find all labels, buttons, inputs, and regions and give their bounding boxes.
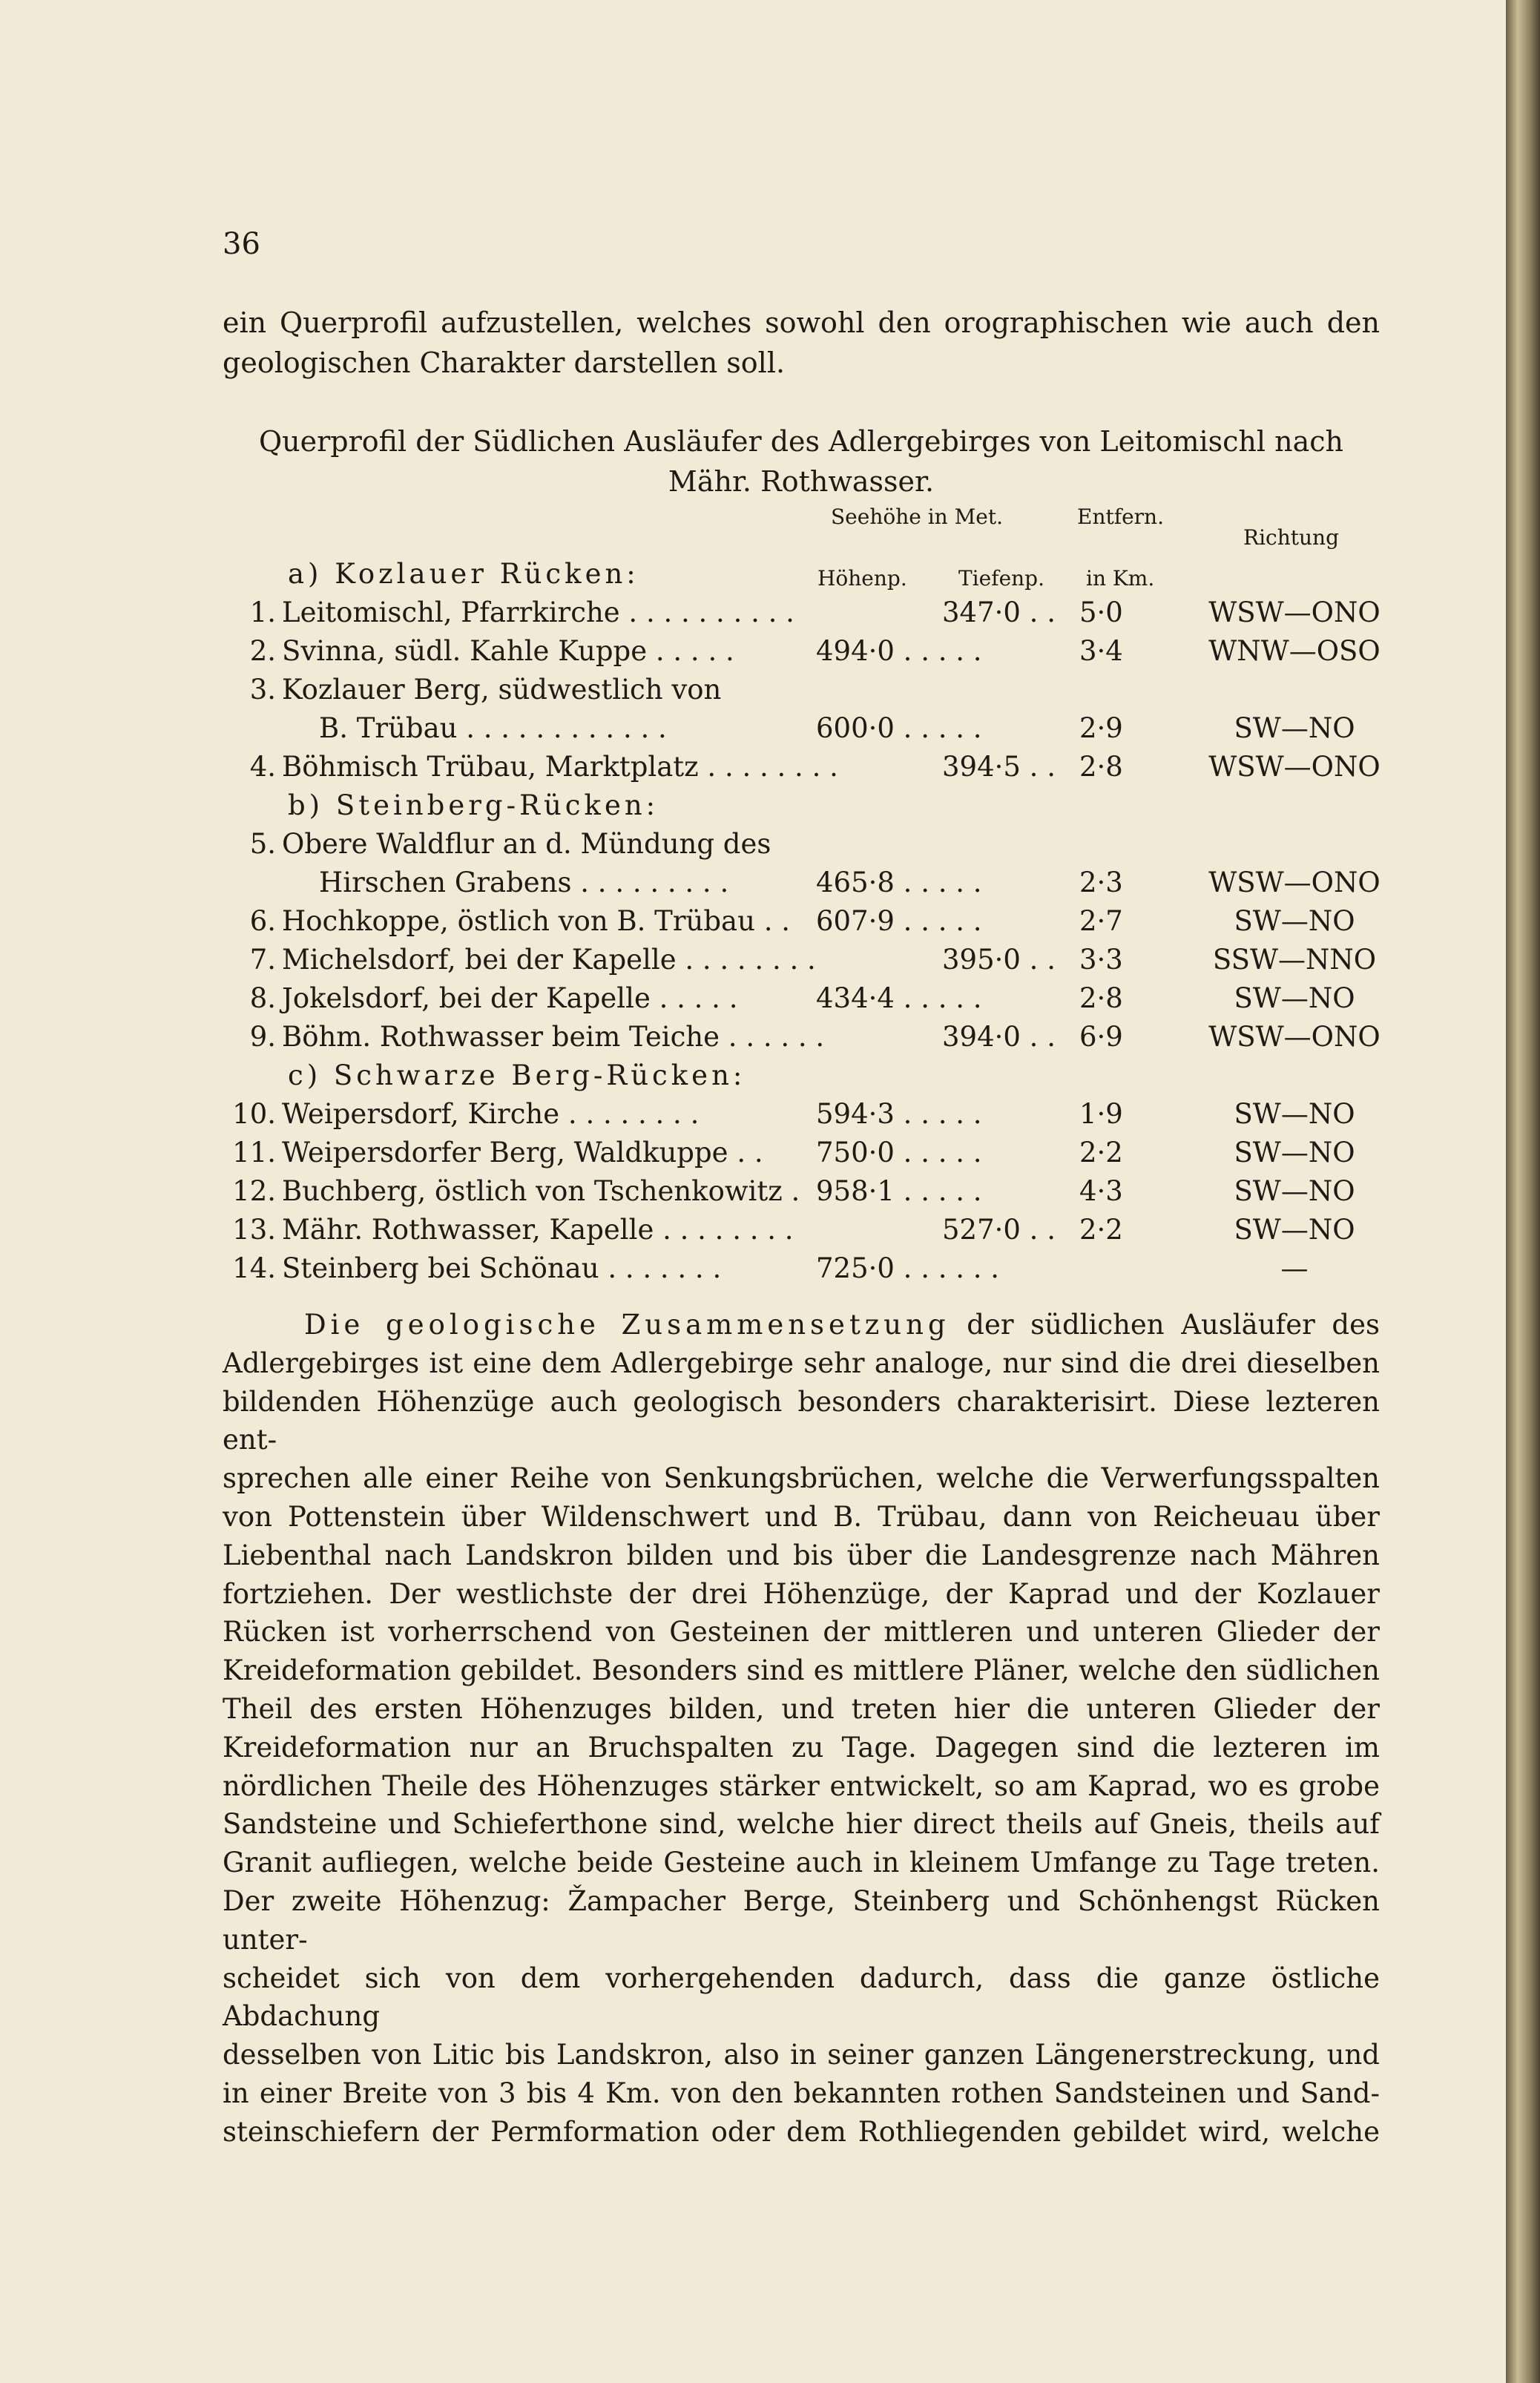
- table-row: [223, 1021, 1380, 1059]
- row-richtung: SW—NO: [1234, 1137, 1355, 1169]
- row-entfernung: 3·4: [1079, 635, 1123, 667]
- paragraph-line: Der zweite Höhenzug: Žampacher Berge, Steinberg und Schönhengst Rücken unter-: [223, 1884, 1380, 1956]
- row-hoehenpunkt: 750·0 . . . . .: [816, 1137, 982, 1169]
- column-header-seehoehe: Seehöhe in Met.: [831, 504, 1003, 529]
- row-location: Weipersdorfer Berg, Waldkuppe . .: [282, 1137, 763, 1169]
- row-richtung: SW—NO: [1234, 1098, 1355, 1130]
- table-row: [223, 751, 1380, 789]
- table-row: [223, 1137, 1380, 1175]
- row-number: 14.: [232, 1252, 276, 1284]
- row-entfernung: 2·8: [1079, 982, 1123, 1014]
- row-number: 10.: [232, 1098, 276, 1130]
- row-location: Kozlauer Berg, südwestlich von: [282, 674, 722, 706]
- row-entfernung: 4·3: [1079, 1175, 1123, 1207]
- row-location: Böhm. Rothwasser beim Teiche . . . . . .: [282, 1021, 825, 1053]
- table-row: [223, 944, 1380, 982]
- table-row: [223, 712, 1380, 751]
- table-row: [223, 596, 1380, 635]
- table-title-line: Querprofil der Südlichen Ausläufer des Adlergebirges von Leitomischl nach: [258, 425, 1344, 458]
- row-entfernung: 6·9: [1079, 1021, 1123, 1053]
- row-richtung: WSW—ONO: [1208, 751, 1381, 783]
- row-hoehenpunkt: 958·1 . . . . .: [816, 1175, 982, 1207]
- row-richtung: WSW—ONO: [1208, 596, 1381, 628]
- section-heading-b: b) Steinberg-Rücken:: [288, 789, 659, 821]
- row-number: 1.: [249, 596, 276, 628]
- body-paragraph: [223, 1306, 1380, 2152]
- intro-line: ein Querprofil aufzustellen, welches sowohl den orographischen wie auch den: [223, 306, 1380, 339]
- paragraph-line: nördlichen Theile des Höhenzuges stärker entwickelt, so am Kaprad, wo es grobe: [223, 1769, 1380, 1802]
- row-entfernung: 2·2: [1079, 1137, 1123, 1169]
- table-row: [223, 982, 1380, 1021]
- paragraph-line: steinschiefern der Permformation oder dem Rothliegenden gebildet wird, welche: [223, 2115, 1380, 2148]
- paragraph-lead: Die geologische Zusammensetzung: [304, 1309, 950, 1341]
- row-location: Buchberg, östlich von Tschenkowitz .: [282, 1175, 800, 1207]
- row-richtung: SW—NO: [1234, 1214, 1355, 1246]
- paragraph-line: Kreideformation nur an Bruchspalten zu Tage. Dagegen sind die lezteren im: [223, 1731, 1380, 1764]
- paragraph-line: bildenden Höhenzüge auch geologisch besonders charakterisirt. Diese lezteren ent-: [223, 1385, 1380, 1456]
- paragraph-line: fortziehen. Der westlichste der drei Höhenzüge, der Kaprad und der Kozlauer: [223, 1577, 1380, 1610]
- paragraph-line: [223, 1306, 1380, 1344]
- paragraph-line: Rücken ist vorherrschend von Gesteinen der mittleren und unteren Glieder der: [223, 1616, 1380, 1649]
- row-entfernung: 2·7: [1079, 905, 1123, 937]
- paragraph-line: Sandsteine und Schieferthone sind, welche hier direct theils auf Gneis, theils auf: [223, 1808, 1380, 1841]
- row-location: B. Trübau . . . . . . . . . . . .: [319, 712, 667, 744]
- row-entfernung: 2·8: [1079, 751, 1123, 783]
- row-number: 3.: [249, 674, 276, 706]
- paragraph-line: Theil des ersten Höhenzuges bilden, und treten hier die unteren Glieder der: [223, 1692, 1380, 1725]
- paragraph-line: Granit aufliegen, welche beide Gesteine auch in kleinem Umfange zu Tage treten.: [223, 1847, 1380, 1879]
- row-number: 7.: [249, 944, 276, 976]
- row-location: Böhmisch Trübau, Marktplatz . . . . . . . .: [282, 751, 838, 783]
- column-header-in-km: in Km.: [1086, 566, 1155, 591]
- row-tiefenpunkt: 527·0 . .: [942, 1214, 1056, 1246]
- row-hoehenpunkt: 607·9 . . . . .: [816, 905, 982, 937]
- row-entfernung: 3·3: [1079, 944, 1123, 976]
- paragraph-line: in einer Breite von 3 bis 4 Km. von den bekannten rothen Sandsteinen und Sand-: [223, 2077, 1380, 2109]
- row-location: Leitomischl, Pfarrkirche . . . . . . . . . .: [282, 596, 794, 628]
- row-richtung: WSW—ONO: [1208, 1021, 1381, 1053]
- row-richtung: SW—NO: [1234, 712, 1355, 744]
- row-tiefenpunkt: 347·0 . .: [942, 596, 1056, 628]
- paragraph-line-text: der südlichen Ausläufer des: [950, 1309, 1380, 1341]
- row-entfernung: 2·9: [1079, 712, 1123, 744]
- row-entfernung: 5·0: [1079, 596, 1123, 628]
- book-spine: [1506, 0, 1540, 2383]
- row-location: Steinberg bei Schönau . . . . . . .: [282, 1252, 722, 1284]
- row-location: Hochkoppe, östlich von B. Trübau . .: [282, 905, 790, 937]
- row-location: Michelsdorf, bei der Kapelle . . . . . . . .: [282, 944, 816, 976]
- row-location: Hirschen Grabens . . . . . . . . .: [319, 867, 729, 898]
- row-richtung: SW—NO: [1234, 982, 1355, 1014]
- row-richtung: —: [1280, 1252, 1309, 1284]
- intro-line: geologischen Charakter darstellen soll.: [223, 346, 786, 379]
- row-number: 2.: [249, 635, 276, 667]
- column-header-entfern: Entfern.: [1077, 504, 1164, 529]
- paragraph-line: scheidet sich von dem vorhergehenden dadurch, dass die ganze östliche Abdachung: [223, 1962, 1380, 2033]
- paragraph-line: Adlergebirges ist eine dem Adlergebirge sehr analoge, nur sind die drei dieselben: [223, 1347, 1380, 1379]
- row-entfernung: 2·3: [1079, 867, 1123, 898]
- table-row: [223, 635, 1380, 674]
- paragraph-line: Kreideformation gebildet. Besonders sind es mittlere Pläner, welche den südlichen: [223, 1654, 1380, 1687]
- row-richtung: WNW—OSO: [1208, 635, 1381, 667]
- row-hoehenpunkt: 600·0 . . . . .: [816, 712, 982, 744]
- column-header-tiefenp: Tiefenp.: [958, 566, 1044, 591]
- table-row: [223, 674, 1380, 712]
- row-tiefenpunkt: 394·0 . .: [942, 1021, 1056, 1053]
- table-title-line: Mähr. Rothwasser.: [668, 465, 935, 498]
- table-row: [223, 905, 1380, 944]
- table-row: [223, 1252, 1380, 1291]
- section-heading-c: c) Schwarze Berg-Rücken:: [288, 1059, 746, 1091]
- row-hoehenpunkt: 594·3 . . . . .: [816, 1098, 982, 1130]
- row-entfernung: 1·9: [1079, 1098, 1123, 1130]
- row-richtung: SSW—NNO: [1212, 944, 1377, 976]
- column-header-richtung: Richtung: [1243, 525, 1339, 550]
- section-heading-a: a) Kozlauer Rücken:: [288, 558, 639, 590]
- intro-paragraph: [223, 303, 1380, 383]
- row-location: Mähr. Rothwasser, Kapelle . . . . . . . .: [282, 1214, 794, 1246]
- row-hoehenpunkt: 725·0 . . . . . .: [816, 1252, 1000, 1284]
- row-tiefenpunkt: 394·5 . .: [942, 751, 1056, 783]
- table-row: [223, 828, 1380, 867]
- table-row: [223, 867, 1380, 905]
- table-row: [223, 1175, 1380, 1214]
- table-row: [223, 1098, 1380, 1137]
- page-number: 36: [223, 227, 260, 261]
- paragraph-line: von Pottenstein über Wildenschwert und B. Trübau, dann von Reicheuau über: [223, 1500, 1380, 1533]
- row-richtung: SW—NO: [1234, 1175, 1355, 1207]
- paragraph-line: sprechen alle einer Reihe von Senkungsbrüchen, welche die Verwerfungsspalten: [223, 1462, 1380, 1495]
- row-number: 12.: [232, 1175, 276, 1207]
- row-number: 4.: [249, 751, 276, 783]
- row-entfernung: 2·2: [1079, 1214, 1123, 1246]
- row-number: 5.: [249, 828, 276, 860]
- row-tiefenpunkt: 395·0 . .: [942, 944, 1056, 976]
- row-hoehenpunkt: 465·8 . . . . .: [816, 867, 982, 898]
- row-location: Svinna, südl. Kahle Kuppe . . . . .: [282, 635, 734, 667]
- row-number: 9.: [249, 1021, 276, 1053]
- paragraph-line: desselben von Litic bis Landskron, also in seiner ganzen Längenerstreckung, und: [223, 2039, 1380, 2071]
- row-number: 6.: [249, 905, 276, 937]
- table-row: [223, 1214, 1380, 1252]
- row-location: Obere Waldflur an d. Mündung des: [282, 828, 771, 860]
- row-richtung: WSW—ONO: [1208, 867, 1381, 898]
- row-number: 11.: [232, 1137, 276, 1169]
- paragraph-line: Liebenthal nach Landskron bilden und bis über die Landesgrenze nach Mähren: [223, 1539, 1380, 1571]
- table-title: [223, 421, 1380, 502]
- row-hoehenpunkt: 434·4 . . . . .: [816, 982, 982, 1014]
- row-number: 8.: [249, 982, 276, 1014]
- row-hoehenpunkt: 494·0 . . . . .: [816, 635, 982, 667]
- row-location: Jokelsdorf, bei der Kapelle . . . . .: [282, 982, 738, 1014]
- column-header-hoehenp: Höhenp.: [817, 566, 907, 591]
- row-location: Weipersdorf, Kirche . . . . . . . .: [282, 1098, 700, 1130]
- row-richtung: SW—NO: [1234, 905, 1355, 937]
- row-number: 13.: [232, 1214, 276, 1246]
